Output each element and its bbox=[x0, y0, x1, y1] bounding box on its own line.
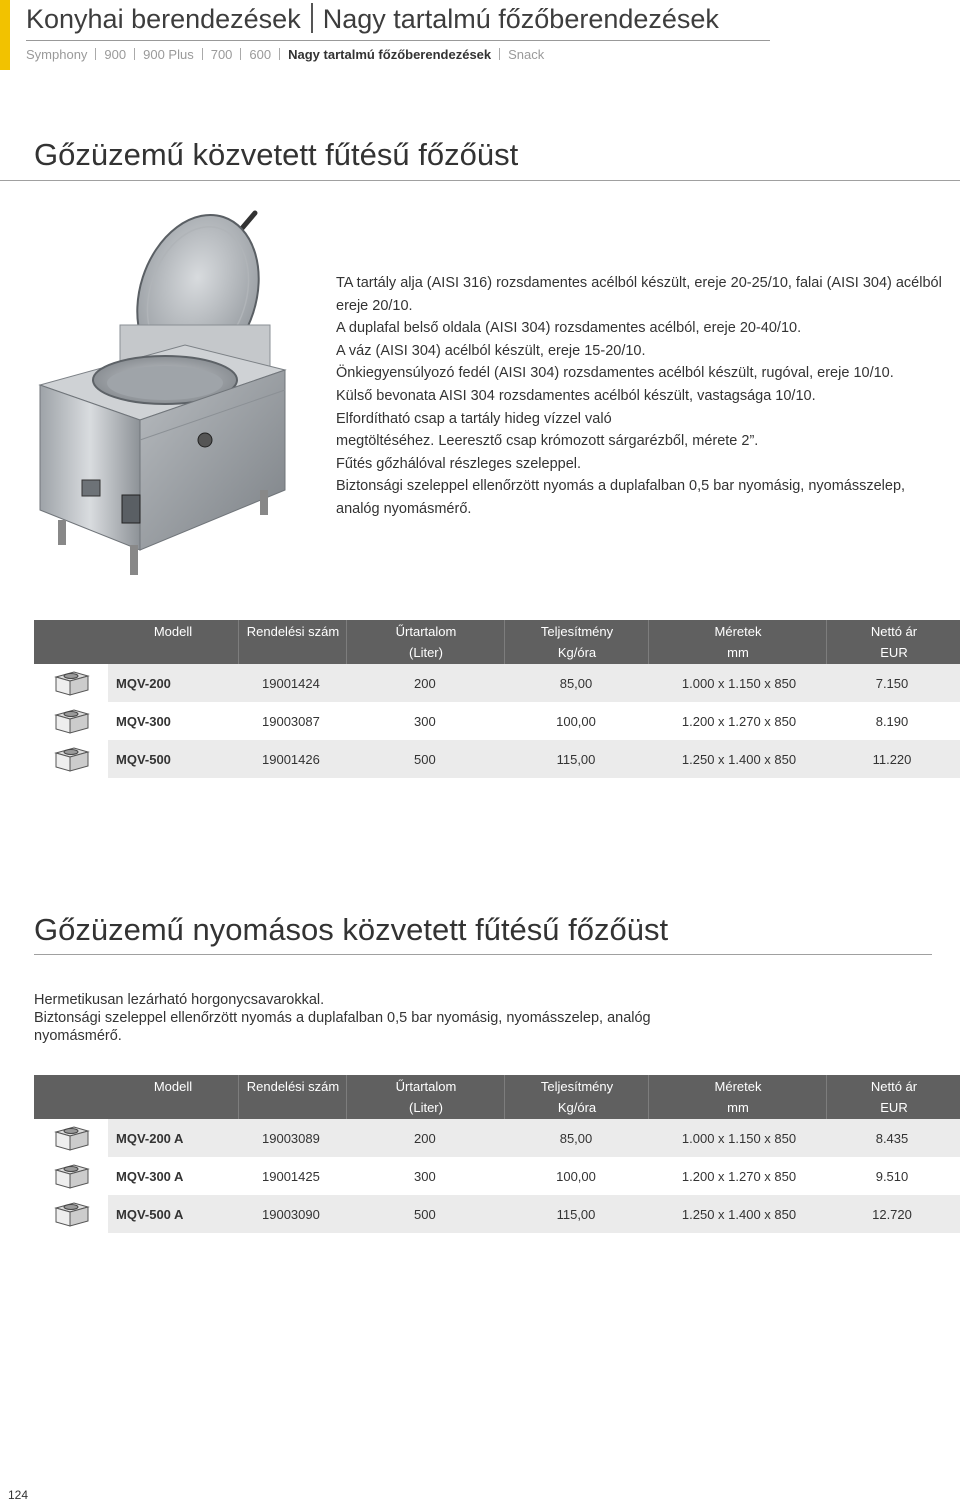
cell-size: 1.000 x 1.150 x 850 bbox=[681, 676, 797, 691]
section2-table bbox=[34, 1075, 960, 1233]
table-row bbox=[34, 664, 960, 702]
cell-order: 19003090 bbox=[262, 1207, 320, 1222]
kettle-thumbnail-icon bbox=[34, 740, 108, 778]
breadcrumb-symphony[interactable]: Symphony bbox=[26, 47, 88, 62]
cell-price: 11.220 bbox=[872, 752, 912, 767]
description-line: megtöltéséhez. Leeresztő csap krómozott sárgarézből, mérete 2”. bbox=[336, 433, 759, 450]
kettle-thumbnail-icon bbox=[34, 702, 108, 740]
accent-bar bbox=[0, 0, 10, 70]
cell-size: 1.250 x 1.400 x 850 bbox=[681, 1207, 797, 1222]
section2-description bbox=[34, 991, 674, 1045]
cell-capacity: 500 bbox=[414, 1207, 436, 1222]
description-line: Hermetikusan lezárható horgonycsavarokkal. bbox=[34, 992, 325, 1008]
cell-power: 85,00 bbox=[559, 676, 593, 691]
cell-model: MQV-300 A bbox=[116, 1169, 184, 1184]
description-line: Önkiegyensúlyozó fedél (AISI 304) rozsdamentes acélból készült, rugóval, ereje 10/10. bbox=[336, 365, 894, 382]
header-meretek: Méretek mm bbox=[648, 620, 827, 664]
cell-capacity: 300 bbox=[414, 714, 436, 729]
breadcrumb-snack[interactable]: Snack bbox=[508, 47, 545, 62]
breadcrumb-separator bbox=[134, 48, 135, 60]
section1-table bbox=[34, 620, 960, 778]
cell-model: MQV-200 A bbox=[116, 1131, 184, 1146]
cell-model: MQV-500 bbox=[116, 752, 171, 767]
header-urtartalom: Űrtartalom (Liter) bbox=[346, 1075, 505, 1119]
cell-order: 19001426 bbox=[262, 752, 320, 767]
cell-model: MQV-300 bbox=[116, 714, 171, 729]
breadcrumb-separator bbox=[202, 48, 203, 60]
section2-rule bbox=[34, 954, 932, 955]
breadcrumb-700[interactable]: 700 bbox=[210, 47, 233, 62]
cell-size: 1.250 x 1.400 x 850 bbox=[681, 752, 797, 767]
cell-capacity: 200 bbox=[414, 676, 436, 691]
cell-price: 9.510 bbox=[875, 1169, 909, 1184]
header-teljesitmeny: Teljesítmény Kg/óra bbox=[504, 1075, 649, 1119]
cell-order: 19003089 bbox=[262, 1131, 320, 1146]
section1-title: Gőzüzemű közvetett fűtésű főzőüst bbox=[34, 137, 519, 172]
cell-size: 1.200 x 1.270 x 850 bbox=[681, 1169, 797, 1184]
kettle-thumbnail-icon bbox=[34, 1119, 108, 1157]
cell-power: 115,00 bbox=[556, 1207, 596, 1222]
header-rule bbox=[26, 40, 770, 41]
table-header bbox=[34, 1075, 960, 1119]
breadcrumb-900-plus[interactable]: 900 Plus bbox=[143, 47, 194, 62]
description-line: Biztonsági szeleppel ellenőrzött nyomás a duplafalban 0,5 bar nyomásig, nyomásszelep, analóg nyomásmérő. bbox=[34, 1010, 651, 1044]
section1-rule bbox=[0, 180, 960, 181]
breadcrumb-900[interactable]: 900 bbox=[104, 47, 127, 62]
cell-power: 100,00 bbox=[556, 1169, 596, 1184]
cell-price: 8.190 bbox=[875, 714, 909, 729]
page-number: 124 bbox=[8, 1488, 29, 1502]
steam-kettle-illustration bbox=[30, 205, 315, 580]
cell-size: 1.200 x 1.270 x 850 bbox=[681, 714, 797, 729]
page-header bbox=[26, 2, 770, 62]
cell-model: MQV-200 bbox=[116, 676, 171, 691]
table-header bbox=[34, 620, 960, 664]
breadcrumb-separator bbox=[95, 48, 96, 60]
product-image bbox=[30, 205, 315, 580]
breadcrumb-separator bbox=[499, 48, 500, 60]
header-rendelesi-szam: Rendelési szám bbox=[238, 620, 347, 664]
cell-capacity: 500 bbox=[414, 752, 436, 767]
table-row bbox=[34, 740, 960, 778]
breadcrumb bbox=[26, 47, 770, 62]
cell-order: 19001425 bbox=[262, 1169, 320, 1184]
breadcrumb-separator bbox=[240, 48, 241, 60]
header-meretek: Méretek mm bbox=[648, 1075, 827, 1119]
description-line: A váz (AISI 304) acélból készült, ereje 15-20/10. bbox=[336, 342, 646, 359]
table-row bbox=[34, 1157, 960, 1195]
table-row bbox=[34, 1195, 960, 1233]
kettle-thumbnail-icon bbox=[34, 1157, 108, 1195]
cell-power: 115,00 bbox=[556, 752, 596, 767]
cell-order: 19001424 bbox=[262, 676, 320, 691]
breadcrumb-separator bbox=[279, 48, 280, 60]
header-rendelesi-szam: Rendelési szám bbox=[238, 1075, 347, 1119]
header-modell: Modell bbox=[153, 1079, 193, 1094]
description-line: Fűtés gőzhálóval részleges szeleppel. bbox=[336, 455, 582, 472]
description-line: Biztonsági szeleppel ellenőrzött nyomás a duplafalban 0,5 bar nyomásig, nyomásszelep, analóg nyomásmérő. bbox=[336, 478, 906, 517]
kettle-thumbnail-icon bbox=[34, 1195, 108, 1233]
cell-capacity: 200 bbox=[414, 1131, 436, 1146]
breadcrumb-nagy-tartalmu[interactable]: Nagy tartalmú főzőberendezések bbox=[288, 47, 492, 62]
description-line: A duplafal belső oldala (AISI 304) rozsdamentes acélból, ereje 20-40/10. bbox=[336, 320, 802, 337]
cell-power: 85,00 bbox=[559, 1131, 593, 1146]
header-netto-ar: Nettó ár EUR bbox=[826, 1075, 960, 1119]
cell-model: MQV-500 A bbox=[116, 1207, 184, 1222]
cell-order: 19003087 bbox=[262, 714, 320, 729]
kettle-thumbnail-icon bbox=[34, 664, 108, 702]
cell-price: 12.720 bbox=[872, 1207, 912, 1222]
description-line: Elfordítható csap a tartály hideg vízzel való bbox=[336, 410, 612, 427]
description-line: TA tartály alja (AISI 316) rozsdamentes acélból készült, ereje 20-25/10, falai (AISI 304) acélból ereje 20/10. bbox=[336, 275, 942, 314]
header-netto-ar: Nettó ár EUR bbox=[826, 620, 960, 664]
cell-capacity: 300 bbox=[414, 1169, 436, 1184]
cell-power: 100,00 bbox=[556, 714, 596, 729]
header-title-main: Konyhai berendezések bbox=[26, 4, 301, 34]
table-row bbox=[34, 702, 960, 740]
cell-price: 7.150 bbox=[875, 676, 909, 691]
header-modell: Modell bbox=[153, 624, 193, 639]
header-title bbox=[26, 2, 770, 36]
section1-description bbox=[336, 272, 946, 521]
cell-price: 8.435 bbox=[875, 1131, 909, 1146]
section2-title: Gőzüzemű nyomásos közvetett fűtésű főzőüst bbox=[34, 912, 669, 947]
table-row bbox=[34, 1119, 960, 1157]
breadcrumb-600[interactable]: 600 bbox=[249, 47, 272, 62]
header-title-separator bbox=[311, 3, 313, 33]
header-urtartalom: Űrtartalom (Liter) bbox=[346, 620, 505, 664]
cell-size: 1.000 x 1.150 x 850 bbox=[681, 1131, 797, 1146]
header-title-sub: Nagy tartalmú főzőberendezések bbox=[322, 4, 719, 34]
description-line: Külső bevonata AISI 304 rozsdamentes acélból készült, vastagsága 10/10. bbox=[336, 387, 816, 404]
header-teljesitmeny: Teljesítmény Kg/óra bbox=[504, 620, 649, 664]
